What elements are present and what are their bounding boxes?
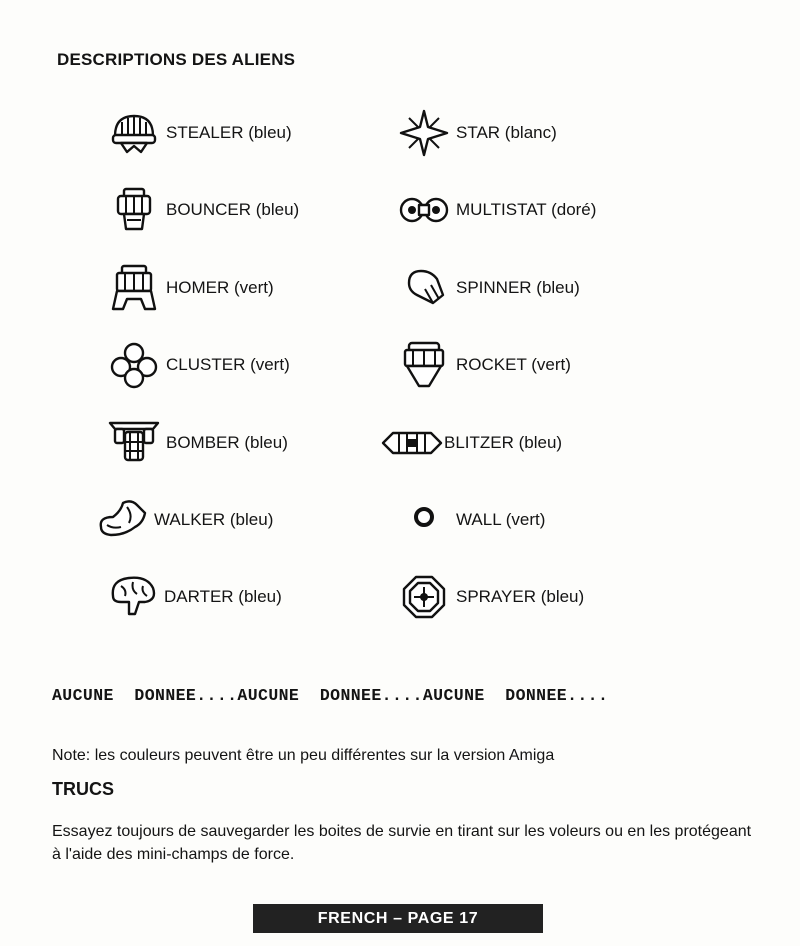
alien-entry-bouncer xyxy=(106,187,299,233)
tip-text: Essayez toujours de sauvegarder les boites de survie en tirant sur les voleurs ou en les protégeant à l'aide des mini-champs de force. xyxy=(52,823,752,863)
page-footer: FRENCH – PAGE 17 xyxy=(253,904,543,933)
cluster-icon xyxy=(106,342,162,388)
alien-label: WALKER (bleu) xyxy=(154,510,274,529)
bomber-icon xyxy=(106,420,162,466)
wall-icon xyxy=(396,497,452,543)
alien-entry-multistat xyxy=(396,187,596,233)
alien-entry-star xyxy=(396,110,557,156)
homer-icon xyxy=(106,265,162,311)
alien-entry-cluster xyxy=(106,342,290,388)
alien-label: CLUSTER (vert) xyxy=(166,355,290,374)
alien-entry-bomber xyxy=(106,420,288,466)
alien-entry-sprayer xyxy=(396,574,584,620)
alien-label: STAR (blanc) xyxy=(456,123,557,142)
alien-label: SPRAYER (bleu) xyxy=(456,587,585,606)
alien-label: HOMER (vert) xyxy=(166,278,274,297)
alien-label: WALL (vert) xyxy=(456,510,546,529)
alien-entry-darter xyxy=(104,574,282,620)
alien-entry-walker xyxy=(94,497,273,543)
section-heading: DESCRIPTIONS DES ALIENS xyxy=(57,50,296,69)
star-icon xyxy=(396,110,452,156)
trucs-heading: TRUCS xyxy=(52,779,114,799)
note-text: Note: les couleurs peuvent être un peu différentes sur la version Amiga xyxy=(52,747,555,764)
no-data-banner: AUCUNE DONNEE....AUCUNE DONNEE....AUCUNE DONNEE.... xyxy=(52,686,609,705)
alien-label: BOMBER (bleu) xyxy=(166,433,288,452)
alien-entry-rocket xyxy=(396,342,571,388)
alien-entry-blitzer xyxy=(384,420,562,466)
stealer-icon xyxy=(106,110,162,156)
alien-entry-wall xyxy=(396,497,545,543)
rocket-icon xyxy=(396,342,452,388)
multistat-icon xyxy=(396,187,452,233)
alien-entry-spinner xyxy=(396,265,580,311)
spinner-icon xyxy=(396,265,452,311)
walker-icon xyxy=(94,497,150,543)
alien-label: DARTER (bleu) xyxy=(164,587,282,606)
alien-entry-homer xyxy=(106,265,274,311)
sprayer-icon xyxy=(396,574,452,620)
alien-entry-stealer xyxy=(106,110,292,156)
alien-label: STEALER (bleu) xyxy=(166,123,292,142)
bouncer-icon xyxy=(106,187,162,233)
alien-label: MULTISTAT (doré) xyxy=(456,200,597,219)
alien-label: BOUNCER (bleu) xyxy=(166,200,300,219)
alien-label: SPINNER (bleu) xyxy=(456,278,580,297)
darter-icon xyxy=(104,574,160,620)
alien-label: ROCKET (vert) xyxy=(456,355,571,374)
blitzer-icon xyxy=(384,420,440,466)
alien-label: BLITZER (bleu) xyxy=(444,433,563,452)
